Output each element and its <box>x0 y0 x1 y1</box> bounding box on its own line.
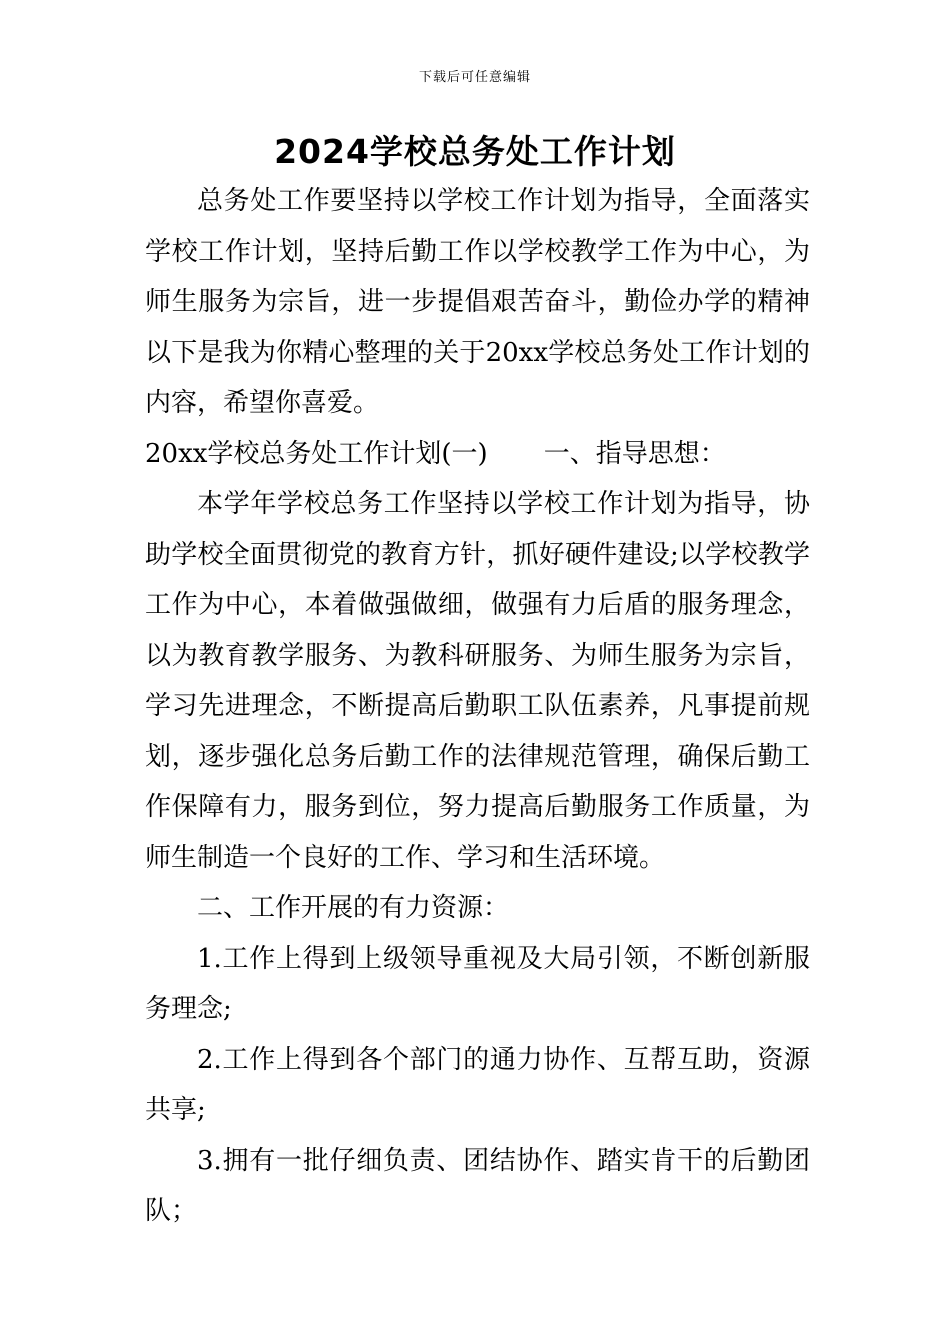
document-title: 2024学校总务处工作计划 <box>274 132 676 171</box>
intro-paragraph: 总务处工作要坚持以学校工作计划为指导，全面落实学校工作计划，坚持后勤工作以学校教学工作为中心，为师生服务为宗旨，进一步提倡艰苦奋斗，勤俭办学的精神以下是我为你精心整理的关于20xx学校总务处工作计划的内容，希望你喜爱。 <box>145 186 810 418</box>
plan-heading-line <box>145 429 810 480</box>
page-header-note: 下载后可任意编辑 <box>418 70 531 85</box>
list-item: 1.工作上得到上级领导重视及大局引领，不断创新服务理念; <box>145 943 810 1024</box>
document-body <box>145 176 810 1237</box>
section1-body: 本学年学校总务工作坚持以学校工作计划为指导，协助学校全面贯彻党的教育方针，抓好硬件建设;以学校教学工作为中心，本着做强做细，做强有力后盾的服务理念，以为教育教学服务、为教科研服务、为师生服务为宗旨，学习先进理念，不断提高后勤职工队伍素养，凡事提前规划，逐步强化总务后勤工作的法律规范管理，确保后勤工作保障有力，服务到位，努力提高后勤服务工作质量，为师生制造一个良好的工作、学习和生活环境。 <box>145 489 810 873</box>
section2-heading: 二、工作开展的有力资源： <box>197 893 510 923</box>
list-item: 2.工作上得到各个部门的通力协作、互帮互助，资源共享; <box>145 1044 810 1125</box>
list-item: 3.拥有一批仔细负责、团结协作、踏实肯干的后勤团队； <box>145 1145 810 1226</box>
section1-heading: 一、指导思想： <box>543 438 726 469</box>
plan-heading: 20xx学校总务处工作计划(一) <box>145 438 488 469</box>
